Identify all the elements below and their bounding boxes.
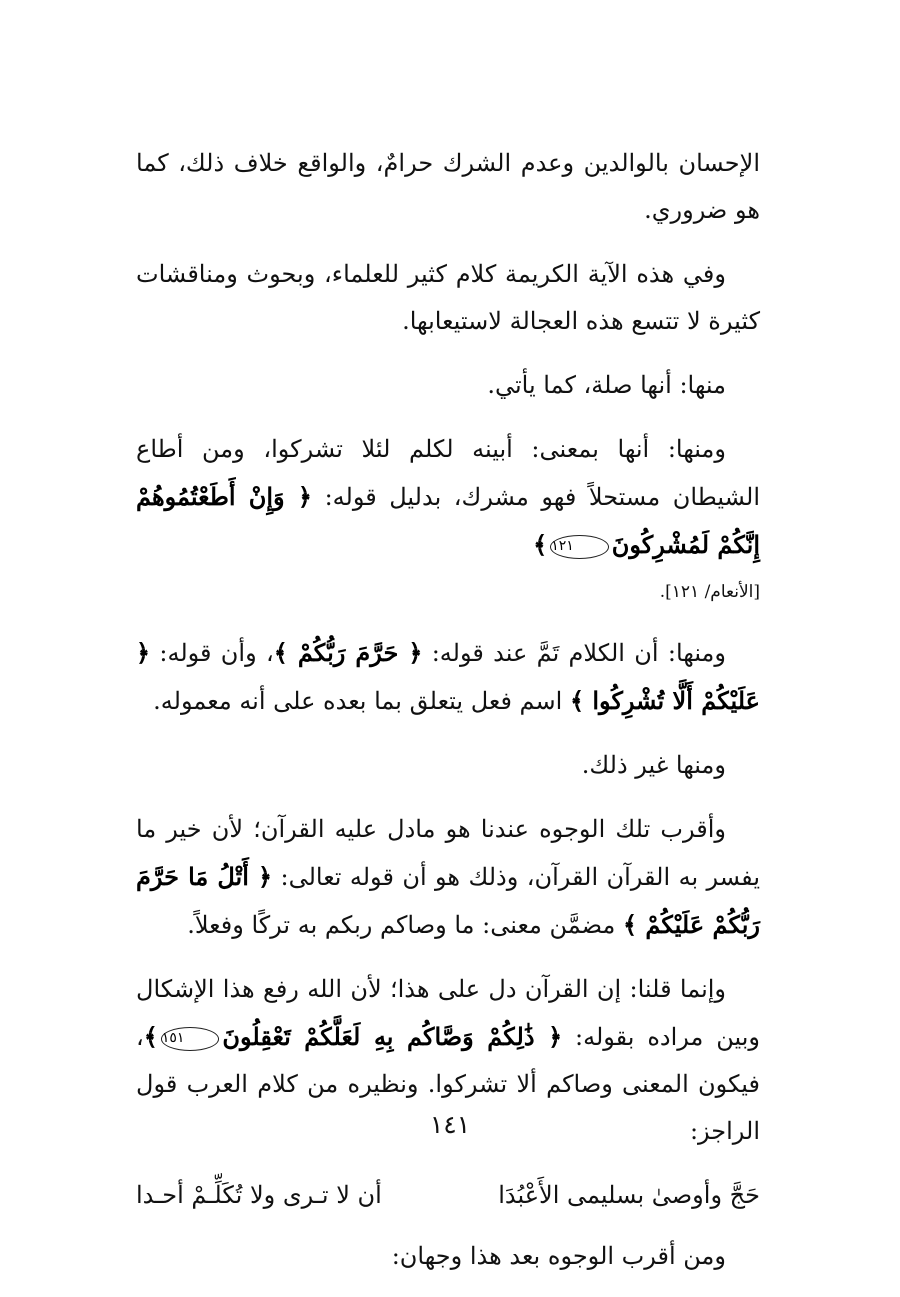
paragraph-6-text: ومنها غير ذلك. <box>581 751 726 779</box>
paragraph-1-text: الإحسان بالوالدين وعدم الشرك حرامٌ، والواقع خلاف ذلك، كما هو ضروري. <box>136 149 760 224</box>
ayah-number-marker: ١٢١ <box>550 535 609 559</box>
paragraph-4 <box>136 426 760 569</box>
page-number: ١٤١ <box>429 1110 471 1139</box>
paragraph-3 <box>136 362 760 409</box>
paragraph-7 <box>136 806 760 949</box>
paragraph-5-text-2: ، وأن قوله: <box>159 639 274 667</box>
paragraph-5-text-1: ومنها: أن الكلام تَمَّ عند قوله: <box>431 639 727 667</box>
paragraph-2 <box>136 251 760 345</box>
paragraph-1 <box>136 140 760 234</box>
paragraph-3-text: منها: أنها صلة، كما يأتي. <box>487 371 726 399</box>
poem-verse-first-hemistich: حَجَّ وأوصىٰ بسليمى الأَعْبُدَا <box>498 1181 760 1209</box>
paragraph-9-text: ومن أقرب الوجوه بعد هذا وجهان: <box>391 1242 726 1270</box>
surah-reference: [الأنعام/ ١٢١]. <box>659 582 760 602</box>
quran-quote-anam-151 <box>144 1022 562 1051</box>
poem-verse <box>136 1172 760 1219</box>
quran-quote-alaykum: ﴿ عَلَيْكُمْ أَلَّا تُشْرِكُوا ﴾ <box>136 638 760 715</box>
quran-quote-anam-121-text: ﴿ وَإِنْ أَطَعْتُمُوهُمْ إِنَّكُمْ لَمُشْرِكُونَ <box>136 482 760 559</box>
paragraph-2-text: وفي هذه الآية الكريمة كلام كثير للعلماء، وبحوث ومناقشات كثيرة لا تتسع هذه العجالة لاستيعابها. <box>136 260 760 335</box>
ayah-number-marker: ١٥١ <box>161 1027 220 1051</box>
paragraph-5-text-3: اسم فعل يتعلق بما بعده على أنه معموله. <box>153 687 563 715</box>
paragraph-8-text-2: ، فيكون المعنى وصاكم ألا تشركوا. ونظيره من كلام العرب قول الراجز: <box>136 1023 760 1145</box>
paragraph-9 <box>136 1233 760 1280</box>
quran-quote-close-bracket: ﴾ <box>143 1022 158 1051</box>
poem-verse-second-hemistich: أن لا تـرى ولا تُكَلِّـمْ أحـدا <box>136 1181 382 1209</box>
quran-quote-atlu: ﴿ أَتْلُ مَا حَرَّمَ رَبُّكُمْ عَلَيْكُمْ ﴾ <box>136 862 760 939</box>
paragraph-8-text-1: وإنما قلنا: إن القرآن دل على هذا؛ لأن الله رفع هذا الإشكال وبين مراده بقوله: <box>136 975 760 1051</box>
quran-quote-anam-151-text: ﴿ ذَٰلِكُمْ وَصَّاكُم بِهِ لَعَلَّكُمْ تَعْقِلُونَ <box>222 1022 563 1051</box>
paragraph-5 <box>136 629 760 725</box>
paragraph-7-text-1: وأقرب تلك الوجوه عندنا هو مادل عليه القرآن؛ لأن خير ما يفسر به القرآن القرآن، وذلك هو أن قوله تعالى: <box>136 815 760 891</box>
paragraph-6 <box>136 742 760 789</box>
paragraph-4-text: ومنها: أنها بمعنى: أبينه لكلم لئلا تشركوا، ومن أطاع الشيطان مستحلاً فهو مشرك، بدليل قوله: <box>136 435 760 511</box>
quran-quote-harrama: ﴿ حَرَّمَ رَبُّكُمْ ﴾ <box>273 638 423 667</box>
paragraph-7-text-2: مضمَّن معنى: ما وصاكم ربكم به تركًا وفعلاً. <box>187 911 616 939</box>
quran-quote-close-bracket: ﴾ <box>533 530 548 559</box>
